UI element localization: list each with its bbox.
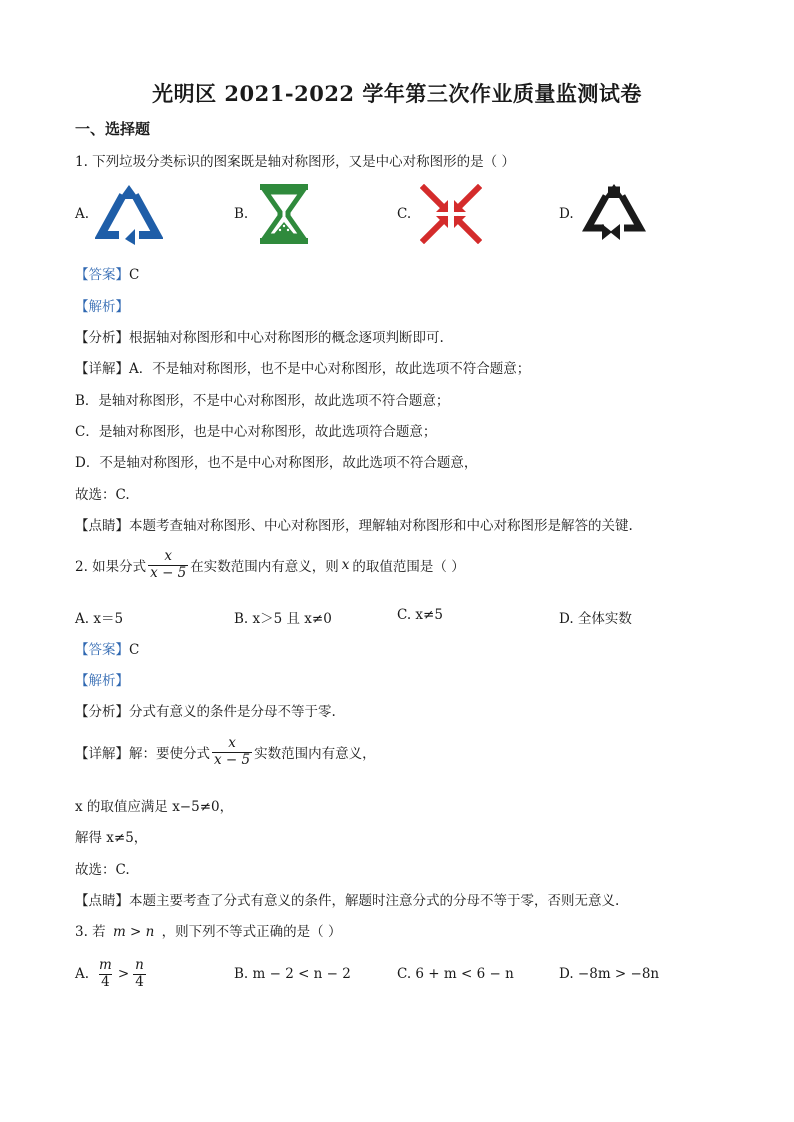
fenxi-text: 根据轴对称图形和中心对称图形的概念逐项判断即可. — [129, 330, 444, 346]
fenxi-tag: 【分析】 — [75, 330, 129, 346]
q1-option-a-label: A. — [75, 206, 90, 222]
q2-stem-variable: x — [341, 557, 350, 574]
q3-stem-math: m > n — [112, 924, 155, 940]
black-recycle-triangle-icon — [582, 182, 646, 244]
red-converging-arrows-icon — [420, 184, 482, 244]
q3-option-a-fraction-left — [97, 958, 114, 990]
section-heading: 一、选择题 — [75, 120, 151, 138]
fraction-numerator: n — [135, 957, 144, 973]
q3-stem-suffix: ，则下列不等式正确的是（ ） — [161, 924, 342, 940]
q1-dianjing — [75, 514, 633, 534]
fenxi-tag: 【分析】 — [75, 704, 129, 720]
q2-option-a: A. x＝5 — [75, 611, 124, 627]
q3-option-a-operator: > — [117, 966, 130, 983]
q1-option-c-label: C. — [397, 206, 412, 222]
q3-stem-prefix: 3. 若 — [75, 924, 106, 940]
q1-line-c: C．是轴对称图形，也是中心对称图形，故此选项符合题意； — [75, 424, 437, 440]
q2-detail-fraction — [212, 736, 252, 768]
q1-line-b: B．是轴对称图形，不是中心对称图形，故此选项不符合题意； — [75, 393, 450, 409]
answer-value: C — [129, 642, 140, 658]
xiangjie-tag: 【详解】 — [75, 361, 129, 377]
q2-fenxi — [75, 700, 336, 720]
xiangjie-prefix: 解：要使分式 — [129, 746, 210, 763]
dianjing-tag: 【点睛】 — [75, 893, 129, 909]
q2-line-2: 解得 x≠5， — [75, 830, 148, 846]
answer-tag: 【答案】 — [75, 642, 129, 658]
fenxi-text: 分式有意义的条件是分母不等于零. — [129, 704, 336, 720]
q1-line-d: D．不是轴对称图形，也不是中心对称图形，故此选项不符合题意， — [75, 455, 478, 471]
dianjing-text: 本题主要考查了分式有意义的条件，解题时注意分式的分母不等于零，否则无意义. — [129, 893, 620, 909]
q2-line-1: x 的取值应满足 x−5≠0， — [75, 799, 234, 815]
q3-option-b: B. m − 2 < n − 2 — [234, 966, 351, 982]
q2-option-d: D. 全体实数 — [559, 611, 632, 627]
q2-stem-prefix: 2. 如果分式 — [75, 559, 147, 576]
page-title: 光明区 2021-2022 学年第三次作业质量监测试卷 — [152, 81, 642, 106]
q2-stem-suffix: 的取值范围是（ ） — [352, 559, 465, 576]
q1-analysis-tag: 【解析】 — [75, 299, 129, 315]
q3-option-d: D. −8m > −8n — [559, 966, 660, 982]
q2-option-c: C. x≠5 — [397, 607, 443, 623]
q3-option-a-label: A. — [75, 966, 90, 983]
q2-answer — [75, 638, 139, 658]
dianjing-text: 本题考查轴对称图形、中心对称图形，理解轴对称图形和中心对称图形是解答的关键. — [129, 518, 633, 534]
xiangjie-tag: 【详解】 — [75, 746, 129, 763]
q2-stem — [75, 549, 465, 581]
fraction-denominator: x − 5 — [150, 564, 187, 581]
fraction-numerator: x — [228, 735, 236, 751]
dianjing-tag: 【点睛】 — [75, 518, 129, 534]
q1-option-d-label: D. — [559, 206, 574, 222]
answer-tag: 【答案】 — [75, 267, 129, 283]
xiangjie-suffix: 实数范围内有意义， — [254, 746, 376, 763]
q3-option-a-fraction-right — [133, 958, 146, 990]
q2-analysis-tag: 【解析】 — [75, 673, 129, 689]
q2-fraction — [148, 549, 188, 581]
q2-xiangjie — [75, 736, 376, 768]
q1-option-b-label: B. — [234, 206, 249, 222]
green-hourglass-icon — [258, 182, 310, 246]
blue-recycle-triangle-icon — [95, 183, 163, 245]
q3-stem — [75, 920, 341, 940]
q1-fenxi — [75, 326, 444, 346]
q1-conclusion: 故选：C. — [75, 487, 130, 503]
fraction-denominator: x − 5 — [214, 751, 251, 768]
fraction-denominator: 4 — [101, 973, 110, 990]
q2-dianjing — [75, 889, 619, 909]
q1-xiangjie — [75, 357, 530, 377]
xiangjie-text: A．不是轴对称图形，也不是中心对称图形，故此选项不符合题意； — [129, 361, 531, 377]
answer-value: C — [129, 267, 140, 283]
q2-stem-middle: 在实数范围内有意义，则 — [190, 559, 339, 576]
fraction-denominator: 4 — [135, 973, 144, 990]
fraction-numerator: x — [164, 548, 173, 564]
q1-answer — [75, 263, 139, 283]
q3-option-a — [75, 958, 148, 990]
fraction-numerator: m — [99, 957, 112, 973]
q1-stem: 1. 下列垃圾分类标识的图案既是轴对称图形，又是中心对称图形的是（ ） — [75, 154, 515, 170]
q2-conclusion: 故选：C. — [75, 862, 130, 878]
q2-option-b: B. x＞5 且 x≠0 — [234, 611, 332, 627]
q3-option-c: C. 6 + m < 6 − n — [397, 966, 514, 982]
